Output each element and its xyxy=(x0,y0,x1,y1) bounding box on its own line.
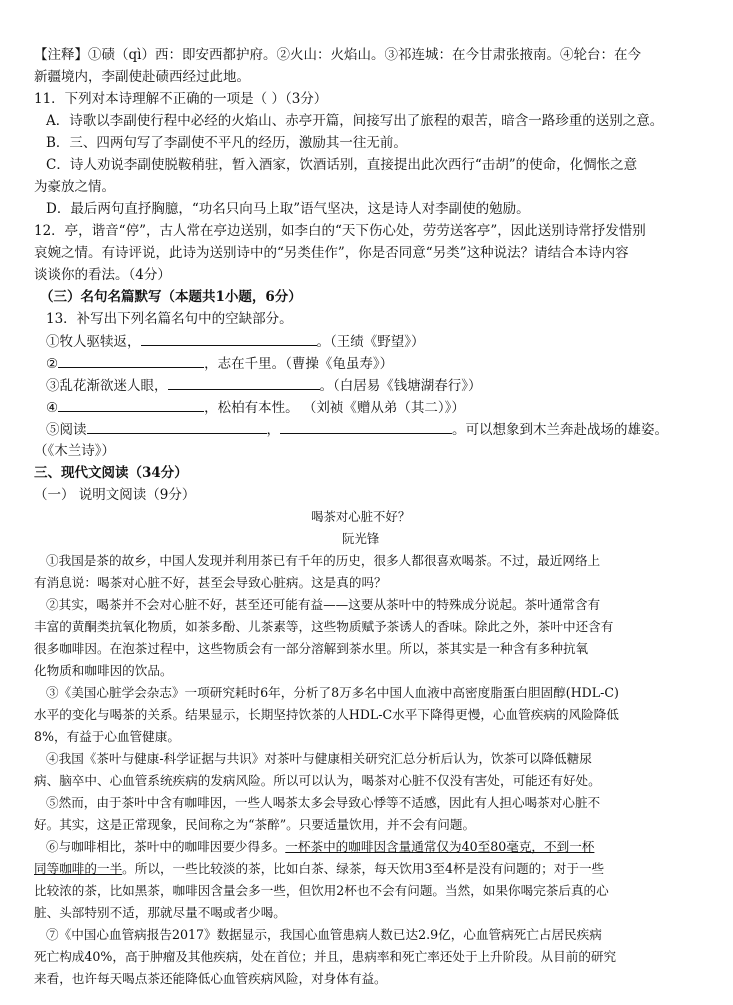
para-6-line-2 xyxy=(34,858,713,880)
part-3-heading: 三、现代文阅读（34分） xyxy=(34,465,188,481)
para-6-underlined-1: 一杯茶中的咖啡因含量通常仅为40至80毫克，不到一杯 xyxy=(285,839,595,854)
fill-item-4-num: ④ xyxy=(46,400,59,416)
answer-blank-5b[interactable] xyxy=(280,418,452,434)
option-c-line-2: 为豪放之情。 xyxy=(34,179,115,195)
para-3-line-1: ③《美国心脏学会杂志》一项研究耗时6年，分析了8万多名中国人血液中高密度脂蛋白胆固醇(HDL-C) xyxy=(46,685,619,700)
question-12-line-2: 哀婉之情。有诗评说，此诗为送别诗中的“另类佳作”，你是否同意“另类”这种说法？请结合本诗内容 xyxy=(34,245,629,261)
fill-item-5-tail: 。可以想象到木兰奔赴战场的雄姿。 xyxy=(452,422,668,438)
para-6-line-1 xyxy=(46,836,713,858)
fill-item-2-text: ，志在千里。（曹操《龟虽寿》） xyxy=(204,356,394,372)
fill-item-5-source: （《木兰诗》） xyxy=(34,443,115,459)
note-line-2: 新疆境内，李副使赴碛西经过此地。 xyxy=(34,69,250,85)
question-13-stem: 13．补写出下列名篇名句中的空缺部分。 xyxy=(46,311,293,327)
para-6-rest: 。所以，一些比较淡的茶，比如白茶、绿茶，每天饮用3至4杯是没有问题的；对于一些 xyxy=(122,861,605,876)
para-6-line-3: 比较浓的茶，比如黑茶，咖啡因含量会多一些，但饮用2杯也不会有问题。当然，如果你喝完茶后真的心 xyxy=(34,883,609,898)
question-12-line-1: 12．亭，谐音“停”，古人常在亭边送别，如李白的“天下伤心处，劳劳送客亭”，因此送别诗常抒发惜别 xyxy=(34,223,646,239)
para-4-line-1: ④我国《茶叶与健康-科学证据与共识》对茶叶与健康相关研究汇总分析后认为，饮茶可以降低糖尿 xyxy=(46,751,592,766)
para-3-line-3: 8%，有益于心血管健康。 xyxy=(34,729,180,744)
fill-item-2 xyxy=(46,352,713,375)
para-2-line-3: 很多咖啡因。在泡茶过程中，这些物质会有一部分溶解到茶水里。所以，茶其实是一种含有多种抗氧 xyxy=(34,641,589,656)
para-2-line-4: 化物质和咖啡因的饮品。 xyxy=(34,663,173,678)
para-1-line-2: 有消息说：喝茶对心脏不好，甚至会导致心脏病。这是真的吗？ xyxy=(34,575,387,590)
fill-item-5-text: ⑤阅读 xyxy=(46,422,87,438)
answer-blank-4[interactable] xyxy=(58,396,204,412)
fill-item-1-source: 。（王绩《野望》） xyxy=(316,334,425,350)
answer-blank-1[interactable] xyxy=(141,330,317,346)
option-b: B．三、四两句写了李副使不平凡的经历，激励其一往无前。 xyxy=(46,135,407,151)
option-a: A．诗歌以李副使行程中必经的火焰山、赤亭开篇，间接写出了旅程的艰苦，暗含一路珍重的送别之意。 xyxy=(46,113,664,129)
para-7-line-1: ⑦《中国心血管病报告2017》数据显示，我国心血管患病人数已达2.9亿，心血管病死亡占居民疾病 xyxy=(46,927,602,942)
para-6-lead: ⑥与咖啡相比，茶叶中的咖啡因要少得多。 xyxy=(46,839,286,854)
option-d: D．最后两句直抒胸臆，“功名只向马上取”语气坚决，这是诗人对李副使的勉励。 xyxy=(46,201,530,217)
answer-blank-2[interactable] xyxy=(58,352,204,368)
article-author: 阮光锋 xyxy=(342,531,380,546)
para-7-line-2: 死亡构成40%，高于肿瘤及其他疾病，处在首位；并且，患病率和死亡率还处于上升阶段。从目前的研究 xyxy=(34,949,617,964)
para-6-underlined-2: 同等咖啡的一半 xyxy=(34,861,123,876)
para-6-line-4: 脏、头部特别不适，那就尽量不喝或者少喝。 xyxy=(34,905,286,920)
fill-item-5-comma: ， xyxy=(266,422,280,438)
para-4-line-2: 病、脑卒中、心血管系统疾病的发病风险。所以可以认为，喝茶对心脏不仅没有害处，可能还有好处。 xyxy=(34,773,601,788)
fill-item-2-num: ② xyxy=(46,356,59,372)
fill-item-3 xyxy=(46,374,713,397)
question-11-stem: 11．下列对本诗理解不正确的一项是（ ）（3分） xyxy=(34,91,328,107)
answer-blank-3[interactable] xyxy=(168,374,320,390)
para-1-line-1: ①我国是茶的故乡，中国人发现并利用茶已有千年的历史，很多人都很喜欢喝茶。不过，最近网络上 xyxy=(46,553,601,568)
para-2-line-2: 丰富的黄酮类抗氧化物质，如茶多酚、儿茶素等，这些物质赋予茶诱人的香味。除此之外，茶叶中还含有 xyxy=(34,619,614,634)
section-3-heading: （三）名句名篇默写（本题共1小题，6分） xyxy=(40,289,302,305)
fill-item-3-text: ③乱花渐欲迷人眼， xyxy=(46,378,168,394)
answer-blank-5a[interactable] xyxy=(87,418,267,434)
option-c-line-1: C．诗人劝说李副使脱鞍稍驻，暂入酒家，饮酒话别，直接提出此次西行“击胡”的使命，化惆怅之意 xyxy=(46,157,638,173)
fill-item-3-source: 。（白居易《钱塘湖春行》） xyxy=(319,378,482,394)
subsection-heading: （一） 说明文阅读（9分） xyxy=(34,487,196,503)
fill-item-5 xyxy=(46,418,713,441)
para-5-line-1: ⑤然而，由于茶叶中含有咖啡因，一些人喝茶太多会导致心悸等不适感，因此有人担心喝茶对心脏不 xyxy=(46,795,601,810)
fill-item-1 xyxy=(46,330,713,353)
fill-item-4-text: ，松柏有本性。 （刘祯《赠从弟（其二）》） xyxy=(204,400,465,416)
para-2-line-1: ②其实，喝茶并不会对心脏不好，甚至还可能有益——这要从茶叶中的特殊成分说起。茶叶通常含有 xyxy=(46,597,601,612)
question-12-line-3: 谈谈你的看法。（4分） xyxy=(34,267,171,283)
para-5-line-2: 好。其实，这是正常现象，民间称之为“茶醉”。只要适量饮用，并不会有问题。 xyxy=(34,817,476,832)
fill-item-4 xyxy=(46,396,713,419)
note-line-1: 【注释】①碛（qì）西：即安西都护府。②火山：火焰山。③祁连城：在今甘肃张掖南。④轮台：在今 xyxy=(34,47,641,63)
para-7-line-3: 来看，也许每天喝点茶还能降低心血管疾病风险，对身体有益。 xyxy=(34,971,387,986)
para-3-line-2: 水平的变化与喝茶的关系。结果显示，长期坚持饮茶的人HDL-C水平下降得更慢，心血管疾病的风险降低 xyxy=(34,707,619,722)
article-title: 喝茶对心脏不好？ xyxy=(311,509,411,524)
fill-item-1-text: ①牧人驱犊返， xyxy=(46,334,141,350)
